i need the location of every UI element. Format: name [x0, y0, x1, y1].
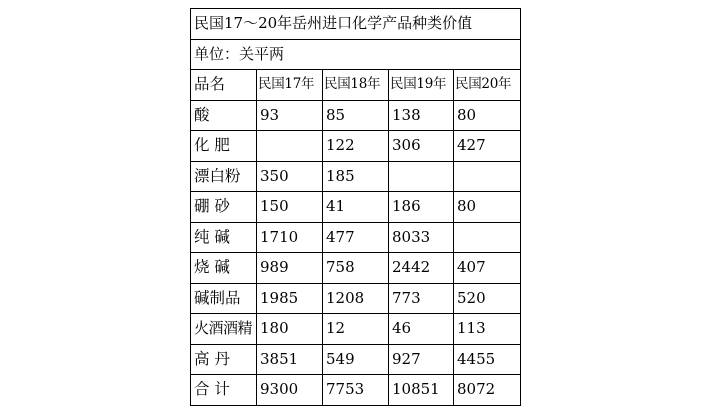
table-row: [191, 253, 521, 284]
value-cell: 2442: [389, 253, 454, 284]
value-cell: 80: [454, 100, 521, 131]
header-cell-product: 品名: [191, 70, 257, 101]
title-row: [191, 9, 521, 40]
value-cell: 93: [257, 100, 323, 131]
value-cell: 9300: [257, 375, 323, 406]
value-cell: 989: [257, 253, 323, 284]
value-cell: 927: [389, 344, 454, 375]
value-cell: 7753: [323, 375, 389, 406]
value-cell: [389, 161, 454, 192]
header-cell-year: 民国19年: [389, 70, 454, 101]
value-cell: 1710: [257, 222, 323, 253]
table-row: [191, 314, 521, 345]
value-cell: 8072: [454, 375, 521, 406]
table-row: [191, 131, 521, 162]
value-cell: [454, 222, 521, 253]
value-cell: 80: [454, 192, 521, 223]
value-cell: 306: [389, 131, 454, 162]
import-value-table: [190, 8, 521, 406]
product-name-cell: 火酒酒精: [191, 314, 257, 345]
product-name-cell: 高 丹: [191, 344, 257, 375]
value-cell: 12: [323, 314, 389, 345]
table-row: [191, 283, 521, 314]
value-cell: 180: [257, 314, 323, 345]
value-cell: 85: [323, 100, 389, 131]
table-title: 民国17～20年岳州进口化学产品种类价值: [191, 9, 521, 40]
table-row: [191, 161, 521, 192]
value-cell: 186: [389, 192, 454, 223]
value-cell: 10851: [389, 375, 454, 406]
value-cell: 122: [323, 131, 389, 162]
product-name-cell: 漂白粉: [191, 161, 257, 192]
product-name-cell: 硼 砂: [191, 192, 257, 223]
value-cell: 350: [257, 161, 323, 192]
product-name-cell: 纯 碱: [191, 222, 257, 253]
unit-label: 单位：关平两: [191, 39, 521, 70]
table-row: [191, 375, 521, 406]
value-cell: 8033: [389, 222, 454, 253]
table-row: [191, 222, 521, 253]
value-cell: 549: [323, 344, 389, 375]
value-cell: [257, 131, 323, 162]
header-cell-year: 民国20年: [454, 70, 521, 101]
header-cell-year: 民国18年: [323, 70, 389, 101]
value-cell: 758: [323, 253, 389, 284]
value-cell: 46: [389, 314, 454, 345]
unit-row: [191, 39, 521, 70]
header-row: [191, 70, 521, 101]
value-cell: 477: [323, 222, 389, 253]
value-cell: 150: [257, 192, 323, 223]
value-cell: 427: [454, 131, 521, 162]
product-name-cell: 合 计: [191, 375, 257, 406]
value-cell: 3851: [257, 344, 323, 375]
value-cell: 138: [389, 100, 454, 131]
value-cell: 1985: [257, 283, 323, 314]
table-row: [191, 344, 521, 375]
value-cell: 113: [454, 314, 521, 345]
header-cell-year: 民国17年: [257, 70, 323, 101]
product-name-cell: 化 肥: [191, 131, 257, 162]
table-row: [191, 192, 521, 223]
value-cell: [454, 161, 521, 192]
product-name-cell: 酸: [191, 100, 257, 131]
table-row: [191, 100, 521, 131]
value-cell: 407: [454, 253, 521, 284]
product-name-cell: 碱制品: [191, 283, 257, 314]
product-name-cell: 烧 碱: [191, 253, 257, 284]
value-cell: 4455: [454, 344, 521, 375]
value-cell: 41: [323, 192, 389, 223]
value-cell: 773: [389, 283, 454, 314]
value-cell: 1208: [323, 283, 389, 314]
value-cell: 185: [323, 161, 389, 192]
value-cell: 520: [454, 283, 521, 314]
